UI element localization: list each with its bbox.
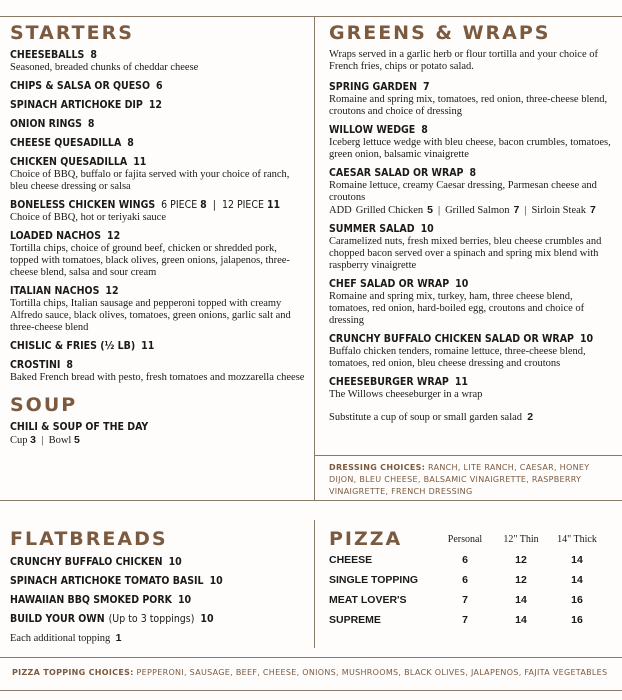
- starter-item: [10, 99, 305, 112]
- greens-name: [329, 167, 615, 180]
- starter-price: 11: [141, 340, 155, 352]
- flatbread-price: 10: [209, 575, 223, 587]
- pizza-price-thick: 16: [571, 614, 583, 626]
- greens-name: [329, 333, 615, 346]
- flatbread-item: [10, 556, 305, 569]
- pizza-price-thin: 14: [515, 594, 527, 606]
- flatbread-item: [10, 613, 305, 626]
- substitute-price: 2: [527, 411, 534, 423]
- greens-name-text: CRUNCHY BUFFALO CHICKEN SALAD OR WRAP: [329, 333, 574, 345]
- size-b-price: 11: [266, 199, 281, 211]
- starter-name: [10, 199, 305, 212]
- bottom-rule-top: [0, 657, 622, 658]
- topping-list: PEPPERONI, SAUSAGE, BEEF, CHEESE, ONIONS, MUSHROOMS, BLACK OLIVES, JALAPENOS, FAJITA VEGETABLES: [136, 668, 608, 677]
- pizza-name: MEAT LOVER'S: [329, 594, 407, 606]
- starter-price: 8: [66, 359, 73, 371]
- starter-name-text: ITALIAN NACHOS: [10, 285, 100, 297]
- greens-name-text: CHEF SALAD OR WRAP: [329, 278, 450, 290]
- greens-name: [329, 376, 615, 389]
- pizza-title: PIZZA: [329, 528, 403, 550]
- greens-item: [329, 223, 615, 272]
- cup-label: Cup: [10, 435, 28, 446]
- pizza-header-thin: 12" Thin: [503, 533, 539, 545]
- pizza-name: SUPREME: [329, 614, 381, 626]
- starter-item: [10, 49, 305, 74]
- starter-item: [10, 118, 305, 131]
- starter-price: 6: [156, 80, 163, 92]
- topping-choices: [12, 667, 612, 679]
- greens-desc: Romaine and spring mix, tomatoes, red onion, three-cheese blend, croutons and choice of dressing: [329, 94, 608, 117]
- bowl-label: Bowl: [48, 435, 72, 446]
- greens-title: GREENS & WRAPS: [329, 22, 551, 44]
- pizza-header-personal: Personal: [447, 533, 483, 545]
- starter-item: [10, 340, 305, 353]
- greens-desc: Iceberg lettuce wedge with bleu cheese, bacon crumbles, tomatoes, green onion, balsamic vinaigrette: [329, 137, 611, 160]
- dressing-box: [315, 455, 622, 501]
- greens-name: [329, 278, 615, 291]
- greens-price: 10: [420, 223, 434, 235]
- greens-desc: Buffalo chicken tenders, romaine lettuce, three-cheese blend, tomatoes, red onion, bleu cheese dressing and croutons: [329, 346, 586, 369]
- starter-name-text: BONELESS CHICKEN WINGS: [10, 199, 156, 211]
- starter-price: 8: [127, 137, 134, 149]
- starter-desc: Baked French bread with pesto, fresh tomatoes and mozzarella cheese: [10, 372, 305, 383]
- pizza-price-thin: 12: [515, 554, 527, 566]
- greens-section: [329, 22, 615, 424]
- cup-price: 3: [30, 434, 36, 446]
- column-divider-bottom: [314, 520, 315, 648]
- pizza-price-personal: 6: [462, 574, 468, 586]
- starters-title: STARTERS: [10, 22, 134, 44]
- pizza-section: [329, 528, 615, 630]
- pizza-price-personal: 7: [462, 594, 468, 606]
- starter-desc: Tortilla chips, choice of ground beef, chicken or shredded pork, topped with tomatoes, black olives, green onions, jalapenos, three-cheese blend, salsa and sour cream: [10, 243, 290, 278]
- pizza-price-thin: 14: [515, 614, 527, 626]
- pizza-row: [329, 590, 605, 610]
- starter-name-text: CHIPS & SALSA OR QUESO: [10, 80, 150, 92]
- pizza-name: CHEESE: [329, 554, 373, 566]
- starter-name-text: CROSTINI: [10, 359, 61, 371]
- dressing-choices: [315, 456, 622, 498]
- flatbread-name: SPINACH ARTICHOKE TOMATO BASIL: [10, 575, 204, 587]
- dressing-label: DRESSING CHOICES:: [329, 463, 426, 472]
- starter-name: [10, 80, 305, 93]
- greens-desc: The Willows cheeseburger in a wrap: [329, 389, 483, 400]
- greens-list: [329, 81, 615, 401]
- flatbread-item: [10, 575, 305, 588]
- starter-price: 12: [148, 99, 163, 111]
- add-sep2: |: [524, 205, 527, 216]
- starter-price: 12: [105, 285, 119, 297]
- caesar-add-line: [329, 204, 615, 217]
- greens-name-text: WILLOW WEDGE: [329, 124, 416, 136]
- pizza-price-personal: 7: [462, 614, 468, 626]
- greens-item: [329, 278, 615, 327]
- starter-name: [10, 118, 305, 131]
- add-c: Sirloin Steak: [531, 205, 587, 216]
- starter-name-text: LOADED NACHOS: [10, 230, 102, 242]
- greens-price: 8: [469, 167, 477, 179]
- add-b-price: 7: [513, 204, 520, 216]
- soup-sep: |: [41, 435, 44, 446]
- starter-desc: Seasoned, breaded chunks of cheddar cheese: [10, 62, 199, 73]
- size-a-price: 8: [200, 199, 207, 211]
- starters-section: [10, 22, 305, 453]
- greens-item: [329, 376, 615, 401]
- starter-name-text: CHEESE QUESADILLA: [10, 137, 122, 149]
- starter-name: [10, 156, 305, 169]
- starter-name-text: CHISLIC & FRIES (½ LB): [10, 340, 136, 352]
- pizza-row: [329, 610, 605, 630]
- pizza-price-thick: 14: [571, 554, 583, 566]
- size-sep: |: [212, 199, 216, 211]
- flatbread-name: BUILD YOUR OWN: [10, 613, 105, 625]
- bowl-price: 5: [73, 434, 80, 446]
- pizza-header-thick: 14" Thick: [557, 533, 597, 545]
- additional-topping: [10, 632, 305, 645]
- greens-intro: Wraps served in a garlic herb or flour tortilla and your choice of French fries, chips or potato salad.: [329, 49, 598, 72]
- greens-desc: Romaine lettuce, creamy Caesar dressing, Parmesan cheese and croutons: [329, 180, 597, 203]
- flatbread-price: 10: [177, 594, 192, 606]
- starter-name: [10, 137, 305, 150]
- starter-desc: Choice of BBQ, hot or teriyaki sauce: [10, 212, 167, 223]
- starter-desc: Tortilla chips, Italian sausage and pepperoni topped with creamy Alfredo sauce, black olives, tomatoes, green onions, garlic salt and three-cheese blend: [10, 298, 291, 333]
- starter-name: [10, 359, 305, 372]
- starter-item: [10, 80, 305, 93]
- starter-item: [10, 285, 305, 334]
- greens-name-text: CHEESEBURGER WRAP: [329, 376, 449, 388]
- starter-name: [10, 230, 305, 243]
- add-a: Grilled Chicken: [355, 205, 424, 216]
- substitute-note: [329, 411, 615, 424]
- soup-name: CHILI & SOUP OF THE DAY: [10, 421, 149, 433]
- flatbreads-title: FLATBREADS: [10, 528, 168, 550]
- pizza-name: SINGLE TOPPING: [329, 574, 419, 586]
- greens-item: [329, 124, 615, 161]
- greens-price: 10: [455, 278, 469, 290]
- greens-desc: Caramelized nuts, fresh mixed berries, bleu cheese crumbles and chopped bacon served over a spinach and spring mix blend with raspberry vinaigrette: [329, 236, 602, 271]
- pizza-price-thin: 12: [515, 574, 527, 586]
- starter-name-text: SPINACH ARTICHOKE DIP: [10, 99, 143, 111]
- greens-name-text: SPRING GARDEN: [329, 81, 417, 93]
- greens-price: 7: [423, 81, 430, 93]
- size-a-label: 6 PIECE: [161, 199, 198, 211]
- starter-price: 12: [107, 230, 121, 242]
- starter-sizes: [161, 199, 280, 211]
- starter-desc: Choice of BBQ, buffalo or fajita served with your choice of ranch, bleu cheese dressing or salsa: [10, 169, 290, 192]
- bottom-rule: [0, 690, 622, 691]
- starter-name-text: CHEESEBALLS: [10, 49, 85, 61]
- starter-price: 8: [87, 118, 95, 130]
- greens-price: 11: [454, 376, 469, 388]
- add-sep: |: [437, 205, 441, 216]
- flatbread-price: 10: [200, 613, 214, 625]
- greens-name: [329, 81, 615, 94]
- greens-item: [329, 81, 615, 118]
- greens-item: [329, 333, 615, 370]
- greens-item: [329, 167, 615, 217]
- starters-list: [10, 49, 305, 384]
- starter-name: [10, 340, 305, 353]
- starter-name: [10, 49, 305, 62]
- top-rule: [0, 16, 622, 17]
- starter-name: [10, 285, 305, 298]
- column-divider-top: [314, 16, 315, 500]
- pizza-price-thick: 16: [571, 594, 583, 606]
- size-b-label: 12 PIECE: [221, 199, 264, 211]
- add-c-price: 7: [590, 204, 596, 216]
- soup-title: SOUP: [10, 394, 78, 416]
- greens-name: [329, 223, 615, 236]
- greens-price: 8: [421, 124, 428, 136]
- flatbread-price: 10: [168, 556, 182, 568]
- flatbreads-list: [10, 556, 305, 626]
- flatbread-note: (Up to 3 toppings): [108, 613, 195, 625]
- starter-price: 11: [133, 156, 147, 168]
- greens-name-text: CAESAR SALAD OR WRAP: [329, 167, 464, 179]
- pizza-price-thick: 14: [571, 574, 583, 586]
- add-b: Grilled Salmon: [445, 205, 510, 216]
- soup-item: [10, 421, 305, 447]
- pizza-row: [329, 550, 605, 570]
- starter-item: [10, 137, 305, 150]
- dressing-list: RANCH, LITE RANCH, CAESAR, HONEY DIJON, BLEU CHEESE, BALSAMIC VINAIGRETTE, RASPBERRY VINAIGRETTE, FRENCH DRESSING: [329, 463, 590, 496]
- starter-name-text: ONION RINGS: [10, 118, 82, 130]
- starter-item: [10, 156, 305, 193]
- starter-name: [10, 99, 305, 112]
- starter-item: [10, 199, 305, 224]
- topping-label: PIZZA TOPPING CHOICES:: [12, 668, 134, 677]
- flatbreads-section: [10, 528, 305, 645]
- add-label: ADD: [329, 205, 352, 216]
- flatbread-name: CRUNCHY BUFFALO CHICKEN: [10, 556, 163, 568]
- starter-item: [10, 230, 305, 279]
- pizza-price-personal: 6: [462, 554, 468, 566]
- additional-text: Each additional topping: [10, 633, 111, 644]
- pizza-row: [329, 570, 605, 590]
- substitute-text: Substitute a cup of soup or small garden salad: [329, 412, 523, 423]
- greens-desc: Romaine and spring mix, turkey, ham, three cheese blend, tomatoes, red onion, hard-boiled egg, croutons and choice of dressing: [329, 291, 585, 326]
- starter-item: [10, 359, 305, 384]
- starter-name-text: CHICKEN QUESADILLA: [10, 156, 128, 168]
- soup-sizes: [10, 434, 305, 447]
- greens-name-text: SUMMER SALAD: [329, 223, 415, 235]
- starter-price: 8: [90, 49, 97, 61]
- greens-name: [329, 124, 615, 137]
- flatbread-item: [10, 594, 305, 607]
- greens-price: 10: [579, 333, 594, 345]
- additional-price: 1: [115, 632, 122, 644]
- add-a-price: 5: [427, 204, 433, 216]
- flatbread-name: HAWAIIAN BBQ SMOKED PORK: [10, 594, 172, 606]
- pizza-table: [329, 528, 605, 630]
